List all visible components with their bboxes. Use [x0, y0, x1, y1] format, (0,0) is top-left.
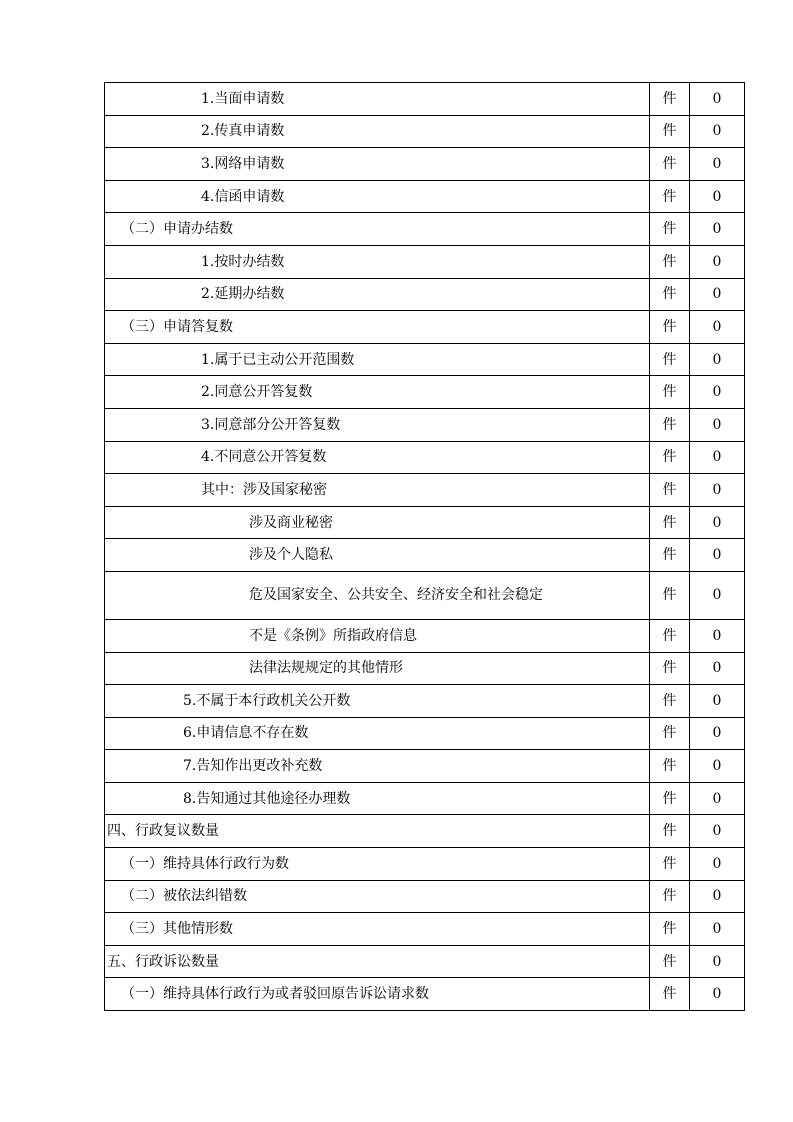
table-row: [105, 652, 745, 685]
row-label-cell: [105, 278, 650, 311]
unit-cell: 件: [650, 245, 690, 278]
unit-cell: 件: [650, 180, 690, 213]
value-cell: 0: [690, 343, 745, 376]
unit-cell: 件: [650, 848, 690, 881]
value-cell: 0: [690, 83, 745, 116]
unit-cell: 件: [650, 750, 690, 783]
table-row: [105, 685, 745, 718]
row-label-cell: [105, 685, 650, 718]
row-label-cell: [105, 848, 650, 881]
row-label-cell: [105, 880, 650, 913]
row-label: 不是《条例》所指政府信息: [249, 627, 417, 644]
unit-cell: 件: [650, 685, 690, 718]
row-label-cell: [105, 652, 650, 685]
row-label-cell: [105, 539, 650, 572]
row-label-cell: [105, 978, 650, 1011]
unit-cell: 件: [650, 782, 690, 815]
value-cell: 0: [690, 619, 745, 652]
row-label: （一）维持具体行政行为数: [121, 855, 289, 872]
row-label-cell: [105, 619, 650, 652]
row-label-cell: [105, 815, 650, 848]
table-row: [105, 571, 745, 619]
value-cell: 0: [690, 913, 745, 946]
value-cell: 0: [690, 685, 745, 718]
unit-cell: 件: [650, 376, 690, 409]
row-label-cell: [105, 115, 650, 148]
row-label-cell: [105, 506, 650, 539]
row-label: （二）申请办结数: [121, 221, 233, 238]
table-row: [105, 441, 745, 474]
unit-cell: 件: [650, 148, 690, 181]
value-cell: 0: [690, 571, 745, 619]
row-label: 5.不属于本行政机关公开数: [183, 692, 351, 709]
unit-cell: 件: [650, 115, 690, 148]
unit-cell: 件: [650, 213, 690, 246]
unit-cell: 件: [650, 474, 690, 507]
row-label-cell: [105, 311, 650, 344]
row-label: 危及国家安全、公共安全、经济安全和社会稳定: [249, 587, 543, 604]
row-label: 7.告知作出更改补充数: [183, 758, 323, 775]
unit-cell: 件: [650, 652, 690, 685]
table-row: [105, 474, 745, 507]
value-cell: 0: [690, 539, 745, 572]
table-row: [105, 880, 745, 913]
row-label: 6.申请信息不存在数: [183, 725, 309, 742]
unit-cell: 件: [650, 441, 690, 474]
row-label: 8.告知通过其他途径办理数: [183, 790, 351, 807]
row-label-cell: [105, 376, 650, 409]
value-cell: 0: [690, 474, 745, 507]
value-cell: 0: [690, 750, 745, 783]
row-label-cell: [105, 180, 650, 213]
value-cell: 0: [690, 245, 745, 278]
table-row: [105, 978, 745, 1011]
table-row: [105, 343, 745, 376]
unit-cell: 件: [650, 83, 690, 116]
unit-cell: 件: [650, 913, 690, 946]
row-label-cell: [105, 750, 650, 783]
value-cell: 0: [690, 848, 745, 881]
row-label-cell: [105, 148, 650, 181]
row-label: 四、行政复议数量: [107, 823, 219, 840]
table-row: [105, 115, 745, 148]
row-label-cell: [105, 245, 650, 278]
table-row: [105, 376, 745, 409]
row-label: 1.属于已主动公开范围数: [201, 351, 355, 368]
table-row: [105, 180, 745, 213]
row-label-cell: [105, 441, 650, 474]
table-row: [105, 913, 745, 946]
row-label: 法律法规规定的其他情形: [249, 660, 403, 677]
value-cell: 0: [690, 978, 745, 1011]
table-row: [105, 213, 745, 246]
row-label: 4.不同意公开答复数: [201, 449, 327, 466]
unit-cell: 件: [650, 815, 690, 848]
table-row: [105, 815, 745, 848]
unit-cell: 件: [650, 717, 690, 750]
row-label: （二）被依法纠错数: [121, 888, 247, 905]
unit-cell: 件: [650, 978, 690, 1011]
table-row: [105, 148, 745, 181]
row-label-cell: [105, 717, 650, 750]
unit-cell: 件: [650, 343, 690, 376]
row-label: 涉及个人隐私: [249, 547, 333, 564]
row-label: 1.按时办结数: [201, 253, 285, 270]
table-row: [105, 278, 745, 311]
value-cell: 0: [690, 376, 745, 409]
value-cell: 0: [690, 717, 745, 750]
value-cell: 0: [690, 880, 745, 913]
row-label: 五、行政诉讼数量: [107, 953, 219, 970]
table-row: [105, 506, 745, 539]
row-label: 4.信函申请数: [201, 188, 285, 205]
unit-cell: 件: [650, 619, 690, 652]
value-cell: 0: [690, 815, 745, 848]
table-row: [105, 717, 745, 750]
row-label-cell: [105, 83, 650, 116]
value-cell: 0: [690, 506, 745, 539]
row-label: 涉及商业秘密: [249, 514, 333, 531]
value-cell: 0: [690, 782, 745, 815]
unit-cell: 件: [650, 311, 690, 344]
row-label: （一）维持具体行政行为或者驳回原告诉讼请求数: [121, 986, 429, 1003]
unit-cell: 件: [650, 506, 690, 539]
table-row: [105, 750, 745, 783]
row-label: 2.传真申请数: [201, 123, 285, 140]
value-cell: 0: [690, 115, 745, 148]
table-row: [105, 539, 745, 572]
row-label-cell: [105, 913, 650, 946]
table-row: [105, 245, 745, 278]
row-label: 1.当面申请数: [201, 90, 285, 107]
unit-cell: 件: [650, 880, 690, 913]
value-cell: 0: [690, 148, 745, 181]
unit-cell: 件: [650, 278, 690, 311]
row-label-cell: [105, 474, 650, 507]
row-label-cell: [105, 945, 650, 978]
unit-cell: 件: [650, 571, 690, 619]
row-label: 3.同意部分公开答复数: [201, 416, 341, 433]
row-label: （三）其他情形数: [121, 921, 233, 938]
value-cell: 0: [690, 408, 745, 441]
value-cell: 0: [690, 311, 745, 344]
row-label: 3.网络申请数: [201, 155, 285, 172]
value-cell: 0: [690, 652, 745, 685]
table-row: [105, 408, 745, 441]
table-row: [105, 83, 745, 116]
table-row: [105, 945, 745, 978]
value-cell: 0: [690, 213, 745, 246]
table-row: [105, 619, 745, 652]
value-cell: 0: [690, 180, 745, 213]
value-cell: 0: [690, 441, 745, 474]
row-label: 2.同意公开答复数: [201, 384, 313, 401]
statistics-table: [104, 82, 745, 1011]
row-label: 2.延期办结数: [201, 286, 285, 303]
table-row: [105, 848, 745, 881]
table-row: [105, 782, 745, 815]
row-label: （三）申请答复数: [121, 318, 233, 335]
row-label-cell: [105, 343, 650, 376]
table-row: [105, 311, 745, 344]
row-label: 其中：涉及国家秘密: [201, 481, 327, 498]
row-label-cell: [105, 213, 650, 246]
row-label-cell: [105, 571, 650, 619]
value-cell: 0: [690, 278, 745, 311]
unit-cell: 件: [650, 408, 690, 441]
row-label-cell: [105, 408, 650, 441]
unit-cell: 件: [650, 539, 690, 572]
unit-cell: 件: [650, 945, 690, 978]
row-label-cell: [105, 782, 650, 815]
value-cell: 0: [690, 945, 745, 978]
